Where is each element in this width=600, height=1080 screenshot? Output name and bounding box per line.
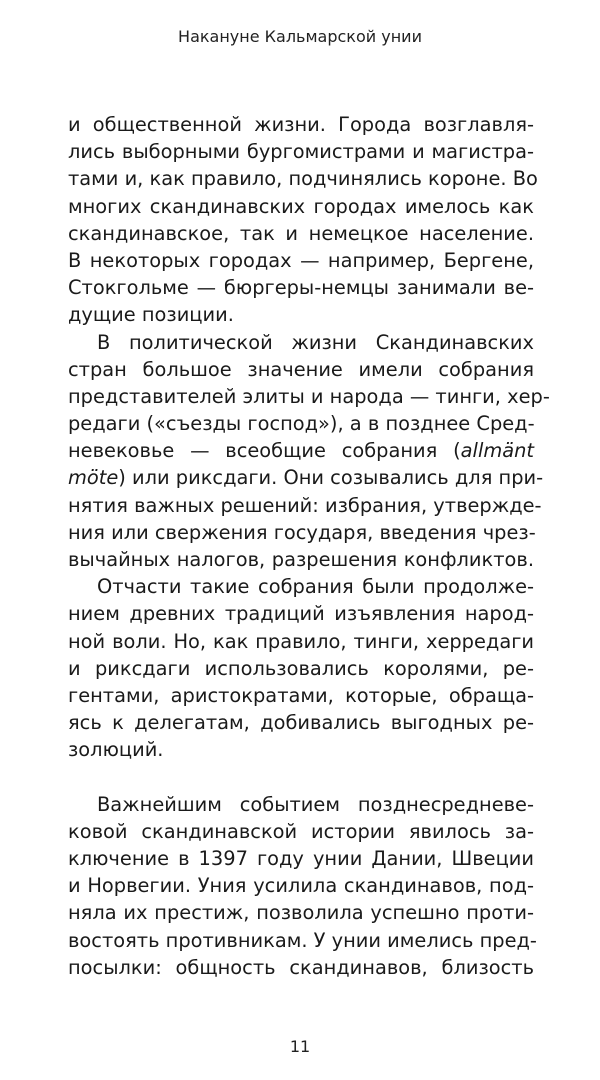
text-line: востоять противникам. У унии имелись пред- (68, 928, 537, 952)
text-line: и общественной жизни. Города возглавля- (68, 113, 534, 136)
text-line: тами и, как правило, подчинялись короне. Во (68, 167, 538, 191)
paragraph-4 (68, 791, 537, 981)
text-line: В политической жизни Скандинавских (97, 330, 534, 354)
italic-term: allmänt (460, 439, 534, 463)
paragraph-1 (68, 111, 538, 329)
text-run: невековье — всеобщие собрания ( (68, 439, 461, 463)
body-text (68, 111, 550, 981)
text-line: ной воли. Но, как правило, тинги, херредаги (68, 629, 534, 653)
text-line: няла их престиж, позволила успешно проти- (68, 901, 534, 925)
running-head: Накануне Кальмарской унии (178, 27, 422, 46)
text-line: многих скандинавских городах имелось как (68, 194, 534, 218)
text-line: Важнейшим событием позднесредневе- (97, 792, 534, 816)
italic-term: möte (68, 466, 119, 490)
text-line: скандинавское, так и немецкое население. (68, 221, 534, 245)
text-line: и риксдаги использовались королями, ре- (68, 656, 534, 680)
text-line: ковой скандинавской истории явилось за- (68, 819, 534, 843)
text-line: представителей элиты и народа — тинги, хер- (68, 384, 550, 408)
paragraph-2 (68, 329, 550, 574)
text-run: ) или риксдаги. Они созывались для при- (118, 466, 544, 490)
text-line: ния или свержения государя, введения чрез- (68, 520, 536, 544)
text-line: ключение в 1397 году унии Дании, Швеции (68, 847, 534, 871)
text-line: редаги («съезды господ»), а в позднее Сред- (68, 412, 535, 436)
text-line: нием древних традиций изъявления народ- (68, 602, 534, 626)
text-line: стран большое значение имели собрания (68, 357, 534, 381)
text-line (68, 437, 534, 464)
text-line: дущие позиции. (68, 303, 234, 327)
paragraph-spacer (68, 764, 534, 791)
text-line: гентами, аристократами, которые, обраща- (68, 683, 534, 707)
text-line: ясь к делегатам, добивались выгодных ре- (68, 711, 534, 735)
text-line: и Норвегии. Уния усилила скандинавов, под- (68, 874, 534, 898)
text-line: Отчасти такие собрания были продолже- (97, 575, 534, 599)
page-number: 11 (289, 1037, 311, 1056)
paragraph-3 (68, 573, 534, 763)
text-line: посылки: общность скандинавов, близость (68, 955, 534, 979)
text-line: золюций. (68, 738, 164, 762)
text-line: лись выборными бургомистрами и магистра- (68, 140, 534, 164)
text-line: вычайных налогов, разрешения конфликтов. (68, 548, 534, 571)
text-line: В некоторых городах — например, Бергене, (68, 248, 534, 272)
text-line: Стокгольме — бюргеры-немцы занимали ве- (68, 276, 534, 300)
text-line: нятия важных решений: избрания, утвержде- (68, 493, 542, 517)
text-line (68, 464, 544, 491)
